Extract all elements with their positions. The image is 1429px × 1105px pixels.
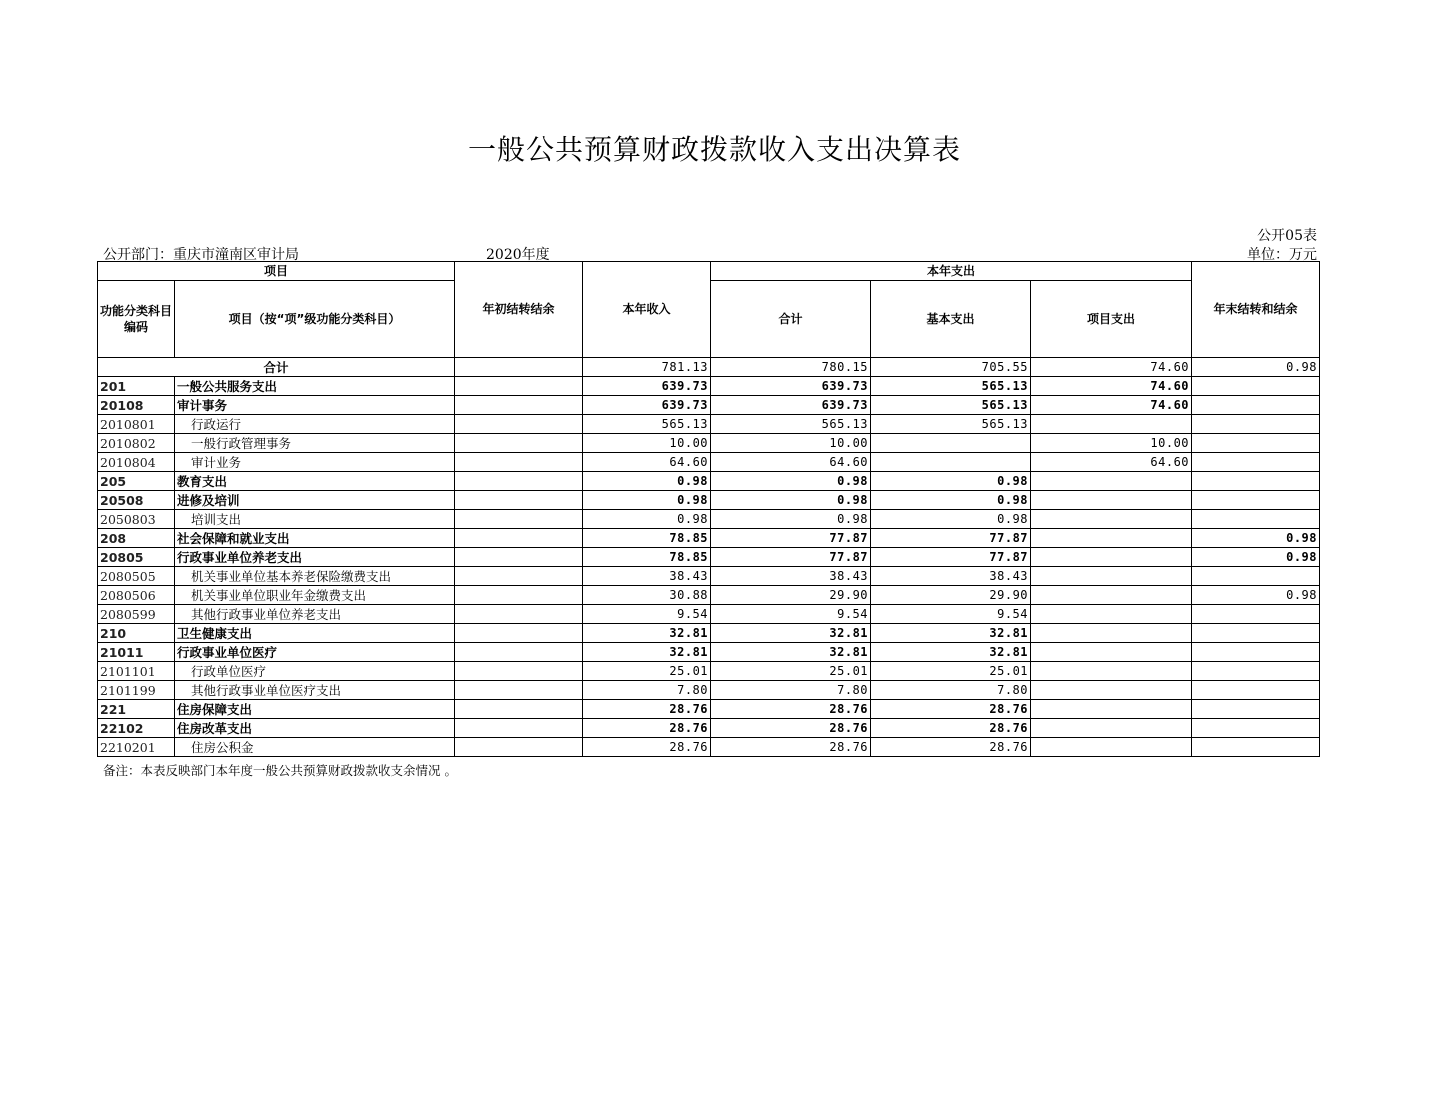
row-code: 208 bbox=[98, 529, 175, 548]
row-income: 639.73 bbox=[583, 396, 711, 415]
header-opening: 年初结转结余 bbox=[455, 262, 583, 358]
row-basic: 28.76 bbox=[871, 700, 1031, 719]
row-total: 10.00 bbox=[711, 434, 871, 453]
row-total: 565.13 bbox=[711, 415, 871, 434]
header-code: 功能分类科目编码 bbox=[98, 281, 175, 358]
form-number: 公开05表 bbox=[1257, 228, 1317, 244]
row-name: 培训支出 bbox=[175, 510, 455, 529]
row-project bbox=[1031, 586, 1192, 605]
row-income: 9.54 bbox=[583, 605, 711, 624]
row-code: 2010804 bbox=[98, 453, 175, 472]
row-code: 205 bbox=[98, 472, 175, 491]
row-project bbox=[1031, 700, 1192, 719]
row-basic: 29.90 bbox=[871, 586, 1031, 605]
table-row bbox=[98, 472, 1320, 491]
row-total: 32.81 bbox=[711, 643, 871, 662]
row-total: 77.87 bbox=[711, 548, 871, 567]
row-total: 639.73 bbox=[711, 377, 871, 396]
row-name: 审计业务 bbox=[175, 453, 455, 472]
row-project: 64.60 bbox=[1031, 453, 1192, 472]
row-total: 639.73 bbox=[711, 396, 871, 415]
row-closing bbox=[1192, 662, 1320, 681]
row-income: 10.00 bbox=[583, 434, 711, 453]
row-income: 32.81 bbox=[583, 643, 711, 662]
row-closing: 0.98 bbox=[1192, 529, 1320, 548]
total-project: 74.60 bbox=[1031, 358, 1192, 377]
table-row bbox=[98, 662, 1320, 681]
row-code: 2080505 bbox=[98, 567, 175, 586]
row-name: 住房改革支出 bbox=[175, 719, 455, 738]
table-row bbox=[98, 643, 1320, 662]
row-basic: 38.43 bbox=[871, 567, 1031, 586]
row-total: 64.60 bbox=[711, 453, 871, 472]
header-name: 项目（按“项”级功能分类科目） bbox=[175, 281, 455, 358]
row-name: 机关事业单位基本养老保险缴费支出 bbox=[175, 567, 455, 586]
budget-table bbox=[97, 261, 1320, 757]
row-closing bbox=[1192, 415, 1320, 434]
table-row bbox=[98, 434, 1320, 453]
unit-label: 单位：万元 bbox=[1247, 247, 1317, 263]
row-project bbox=[1031, 662, 1192, 681]
row-name: 住房保障支出 bbox=[175, 700, 455, 719]
row-basic: 32.81 bbox=[871, 643, 1031, 662]
table-row bbox=[98, 700, 1320, 719]
row-code: 2080599 bbox=[98, 605, 175, 624]
department-label: 公开部门：重庆市潼南区审计局 bbox=[103, 247, 299, 263]
row-total: 9.54 bbox=[711, 605, 871, 624]
row-income: 38.43 bbox=[583, 567, 711, 586]
table-row bbox=[98, 719, 1320, 738]
row-total: 28.76 bbox=[711, 719, 871, 738]
row-income: 78.85 bbox=[583, 548, 711, 567]
row-income: 7.80 bbox=[583, 681, 711, 700]
table-row bbox=[98, 738, 1320, 757]
page-title: 一般公共预算财政拨款收入支出决算表 bbox=[467, 133, 961, 166]
table-row bbox=[98, 605, 1320, 624]
row-closing bbox=[1192, 491, 1320, 510]
row-total: 29.90 bbox=[711, 586, 871, 605]
row-basic: 28.76 bbox=[871, 738, 1031, 757]
row-opening bbox=[455, 453, 583, 472]
row-income: 0.98 bbox=[583, 472, 711, 491]
table-row bbox=[98, 681, 1320, 700]
row-name: 其他行政事业单位养老支出 bbox=[175, 605, 455, 624]
row-name: 行政单位医疗 bbox=[175, 662, 455, 681]
row-project bbox=[1031, 624, 1192, 643]
total-income: 781.13 bbox=[583, 358, 711, 377]
row-basic: 565.13 bbox=[871, 377, 1031, 396]
row-closing bbox=[1192, 605, 1320, 624]
row-closing: 0.98 bbox=[1192, 586, 1320, 605]
row-total: 38.43 bbox=[711, 567, 871, 586]
total-expense: 780.15 bbox=[711, 358, 871, 377]
row-name: 行政运行 bbox=[175, 415, 455, 434]
row-code: 22102 bbox=[98, 719, 175, 738]
row-income: 565.13 bbox=[583, 415, 711, 434]
row-code: 210 bbox=[98, 624, 175, 643]
table-row bbox=[98, 377, 1320, 396]
row-opening bbox=[455, 491, 583, 510]
row-opening bbox=[455, 605, 583, 624]
row-basic: 565.13 bbox=[871, 396, 1031, 415]
header-expense-group: 本年支出 bbox=[711, 262, 1192, 281]
row-closing bbox=[1192, 472, 1320, 491]
row-basic: 0.98 bbox=[871, 510, 1031, 529]
row-total: 25.01 bbox=[711, 662, 871, 681]
row-total: 0.98 bbox=[711, 472, 871, 491]
row-total: 7.80 bbox=[711, 681, 871, 700]
row-income: 28.76 bbox=[583, 719, 711, 738]
header-item: 项目 bbox=[98, 262, 455, 281]
table-row bbox=[98, 624, 1320, 643]
row-closing bbox=[1192, 643, 1320, 662]
table-row bbox=[98, 491, 1320, 510]
row-income: 0.98 bbox=[583, 491, 711, 510]
table-row bbox=[98, 396, 1320, 415]
row-project bbox=[1031, 681, 1192, 700]
footnote: 备注：本表反映部门本年度一般公共预算财政拨款收支余情况 。 bbox=[103, 763, 457, 778]
row-income: 0.98 bbox=[583, 510, 711, 529]
row-opening bbox=[455, 567, 583, 586]
table-row bbox=[98, 415, 1320, 434]
row-income: 78.85 bbox=[583, 529, 711, 548]
row-opening bbox=[455, 738, 583, 757]
row-basic: 0.98 bbox=[871, 491, 1031, 510]
row-closing bbox=[1192, 719, 1320, 738]
header-project: 项目支出 bbox=[1031, 281, 1192, 358]
row-basic bbox=[871, 453, 1031, 472]
row-basic: 565.13 bbox=[871, 415, 1031, 434]
row-total: 32.81 bbox=[711, 624, 871, 643]
row-closing: 0.98 bbox=[1192, 548, 1320, 567]
header-basic: 基本支出 bbox=[871, 281, 1031, 358]
row-project bbox=[1031, 472, 1192, 491]
row-code: 20508 bbox=[98, 491, 175, 510]
row-opening bbox=[455, 434, 583, 453]
row-closing bbox=[1192, 567, 1320, 586]
row-closing bbox=[1192, 510, 1320, 529]
row-total: 0.98 bbox=[711, 510, 871, 529]
row-opening bbox=[455, 548, 583, 567]
row-code: 2010801 bbox=[98, 415, 175, 434]
row-opening bbox=[455, 510, 583, 529]
row-name: 行政事业单位养老支出 bbox=[175, 548, 455, 567]
row-opening bbox=[455, 396, 583, 415]
table-row bbox=[98, 510, 1320, 529]
row-code: 20108 bbox=[98, 396, 175, 415]
total-opening bbox=[455, 358, 583, 377]
total-row bbox=[98, 358, 1320, 377]
row-code: 2210201 bbox=[98, 738, 175, 757]
row-name: 进修及培训 bbox=[175, 491, 455, 510]
row-basic: 28.76 bbox=[871, 719, 1031, 738]
row-opening bbox=[455, 586, 583, 605]
row-name: 机关事业单位职业年金缴费支出 bbox=[175, 586, 455, 605]
row-total: 28.76 bbox=[711, 700, 871, 719]
row-code: 201 bbox=[98, 377, 175, 396]
row-opening bbox=[455, 472, 583, 491]
row-code: 2080506 bbox=[98, 586, 175, 605]
header-closing: 年末结转和结余 bbox=[1192, 262, 1320, 358]
row-closing bbox=[1192, 396, 1320, 415]
row-opening bbox=[455, 415, 583, 434]
row-project bbox=[1031, 643, 1192, 662]
row-closing bbox=[1192, 377, 1320, 396]
row-project bbox=[1031, 719, 1192, 738]
row-income: 639.73 bbox=[583, 377, 711, 396]
table-row bbox=[98, 567, 1320, 586]
row-code: 21011 bbox=[98, 643, 175, 662]
row-closing bbox=[1192, 453, 1320, 472]
row-opening bbox=[455, 624, 583, 643]
row-name: 其他行政事业单位医疗支出 bbox=[175, 681, 455, 700]
row-project: 10.00 bbox=[1031, 434, 1192, 453]
row-code: 2050803 bbox=[98, 510, 175, 529]
row-code: 2101101 bbox=[98, 662, 175, 681]
row-project: 74.60 bbox=[1031, 396, 1192, 415]
row-income: 32.81 bbox=[583, 624, 711, 643]
row-project bbox=[1031, 567, 1192, 586]
row-name: 一般行政管理事务 bbox=[175, 434, 455, 453]
row-opening bbox=[455, 681, 583, 700]
row-income: 25.01 bbox=[583, 662, 711, 681]
total-label: 合计 bbox=[98, 358, 455, 377]
row-opening bbox=[455, 662, 583, 681]
row-project bbox=[1031, 605, 1192, 624]
row-opening bbox=[455, 643, 583, 662]
row-name: 住房公积金 bbox=[175, 738, 455, 757]
row-project bbox=[1031, 415, 1192, 434]
row-project bbox=[1031, 738, 1192, 757]
row-opening bbox=[455, 377, 583, 396]
row-closing bbox=[1192, 738, 1320, 757]
row-income: 64.60 bbox=[583, 453, 711, 472]
row-basic bbox=[871, 434, 1031, 453]
row-total: 77.87 bbox=[711, 529, 871, 548]
row-name: 一般公共服务支出 bbox=[175, 377, 455, 396]
table-row bbox=[98, 586, 1320, 605]
fiscal-year: 2020年度 bbox=[486, 247, 550, 263]
row-basic: 25.01 bbox=[871, 662, 1031, 681]
row-basic: 77.87 bbox=[871, 548, 1031, 567]
row-income: 30.88 bbox=[583, 586, 711, 605]
row-income: 28.76 bbox=[583, 738, 711, 757]
row-closing bbox=[1192, 624, 1320, 643]
header-income: 本年收入 bbox=[583, 262, 711, 358]
row-basic: 0.98 bbox=[871, 472, 1031, 491]
row-project bbox=[1031, 529, 1192, 548]
total-basic: 705.55 bbox=[871, 358, 1031, 377]
row-project: 74.60 bbox=[1031, 377, 1192, 396]
header-total: 合计 bbox=[711, 281, 871, 358]
row-project bbox=[1031, 510, 1192, 529]
row-code: 2101199 bbox=[98, 681, 175, 700]
row-project bbox=[1031, 491, 1192, 510]
row-opening bbox=[455, 529, 583, 548]
row-income: 28.76 bbox=[583, 700, 711, 719]
row-basic: 32.81 bbox=[871, 624, 1031, 643]
table-row bbox=[98, 453, 1320, 472]
total-closing: 0.98 bbox=[1192, 358, 1320, 377]
row-name: 卫生健康支出 bbox=[175, 624, 455, 643]
row-code: 2010802 bbox=[98, 434, 175, 453]
row-name: 教育支出 bbox=[175, 472, 455, 491]
row-closing bbox=[1192, 681, 1320, 700]
row-opening bbox=[455, 719, 583, 738]
row-code: 20805 bbox=[98, 548, 175, 567]
row-opening bbox=[455, 700, 583, 719]
row-basic: 77.87 bbox=[871, 529, 1031, 548]
row-name: 行政事业单位医疗 bbox=[175, 643, 455, 662]
table-row bbox=[98, 529, 1320, 548]
table-row bbox=[98, 548, 1320, 567]
row-basic: 7.80 bbox=[871, 681, 1031, 700]
row-basic: 9.54 bbox=[871, 605, 1031, 624]
row-code: 221 bbox=[98, 700, 175, 719]
row-project bbox=[1031, 548, 1192, 567]
row-closing bbox=[1192, 434, 1320, 453]
row-total: 28.76 bbox=[711, 738, 871, 757]
row-name: 审计事务 bbox=[175, 396, 455, 415]
row-name: 社会保障和就业支出 bbox=[175, 529, 455, 548]
row-total: 0.98 bbox=[711, 491, 871, 510]
row-closing bbox=[1192, 700, 1320, 719]
